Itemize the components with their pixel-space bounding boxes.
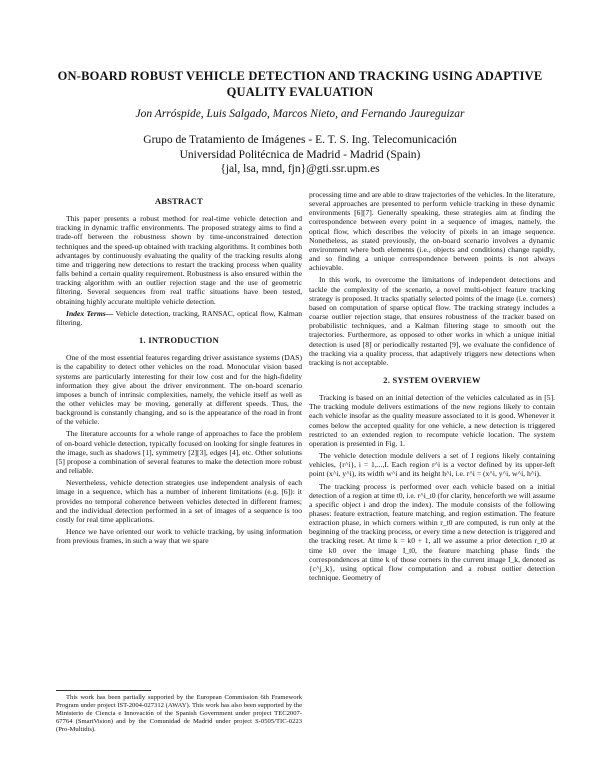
intro-paragraph-3: Nevertheless, vehicle detection strategies use independent analysis of each image in a sequence, which has a number of inherent limitations (e.g. [6]): it provides no temporal coherence between vehicles detected in different frames; and the individual detection performed in a set of images of a sequence is too costly for real time applications.: [56, 478, 302, 524]
section-2-heading: 2. SYSTEM OVERVIEW: [383, 375, 481, 385]
section-1-heading: 1. INTRODUCTION: [139, 336, 219, 346]
overview-paragraph-1: Tracking is based on an initial detection of the vehicles calculated as in [5]. The tracking module delivers estimations of the new regions likely to contain each vehicle insofar as the quality measure associated to it is good. Whenever it comes below the accepted quality for one vehicle, a new detection is triggered restricted to an extended region to recompute vehicle location. The system operation is presented in Fig. 1.: [309, 393, 555, 448]
intro-paragraph-4: Hence we have oriented our work to vehicle tracking, by using information from previous frames, in such a way that we spare: [56, 527, 302, 546]
index-terms-text: Vehicle detection, tracking, RANSAC, optical flow, Kalman filtering.: [56, 308, 302, 327]
footnote-text: This work has been partially supported by the European Commission 6th Framework Program under project IST-2004-027312 (AWAY). This work has also been supported by the Ministerio de Ciencia e Innovación of the Spanish Government under project TEC2007-67764 (SmartVision) and by the Comunidad de Madrid under project S-0505/TIC-0223 (Pro-Multidis).: [56, 694, 302, 733]
affiliation-line-3: {jal, lsa, mnd, fjn}@gti.ssr.upm.es: [220, 163, 380, 175]
title-line-1: ON-BOARD ROBUST VEHICLE DETECTION AND TRACKING USING ADAPTIVE: [57, 69, 543, 83]
overview-paragraph-3: The tracking process is performed over each vehicle based on a initial detection of a region at time t0, i.e. r^i_t0 (for clarity, henceforth we will assume a specific object i and drop the index). The module consists of the following phases: feature extraction, feature matching, and region estimation. The feature extraction phase, in which corners within r_t0 are computed, is run only at the beginning of the tracking process, or every time a new detection is triggered and the tracking reset. At time k = k0 + 1, all we assume a prior detection r_t0 at time k0 over the image I_t0, the feature matching phase finds the correspondences at time k of those corners in the current image I_k, denoted as {c^j_k}, using optical flow computation and a robust outlier detection technique. Geometry of: [309, 481, 555, 583]
abstract-heading: ABSTRACT: [154, 197, 203, 206]
affiliation-line-2: Universidad Politécnica de Madrid - Madrid (Spain): [179, 148, 421, 161]
intro-paragraph-2: The literature accounts for a whole range of approaches to face the problem of on-board vehicle detection, typically focused on looking for single features in the image, such as shadows [1], symmetry [2][3], edges [4], etc. Other solutions [5] propose a combination of several features to make the detection more robust and reliable.: [56, 429, 302, 476]
left-column: [56, 197, 302, 548]
authors: Jon Arróspide, Luis Salgado, Marcos Nieto, and Fernando Jaureguizar: [135, 108, 465, 120]
footnote-rule: [56, 690, 151, 691]
right-paragraph-2: In this work, to overcome the limitations of independent detections and tackle the complexity of the scenario, a novel multi-object feature tracking strategy is proposed. It tracks spatially selected points of the image (i.e. corners) based on computation of sparse optical flow. The tracking strategy includes a coarse outlier rejection stage, that ensures robustness of the tracker based on probabilistic techniques, and a Kalman filtering stage to smooth out the trajectories. Furthermore, as opposed to other works in which a unique initial detection is used [8] or periodically restarted [9], we evaluate the confidence of the tracking via a quality process, that adaptively triggers new detections when tracking is not acceptable.: [309, 275, 555, 367]
index-terms-label: Index Terms—: [66, 308, 114, 318]
footnote: [56, 690, 302, 734]
intro-paragraph-1: One of the most essential features regarding driver assistance systems (DAS) is the capability to detect other vehicles on the road. Monocular vision based systems are particularly interesting for their low cost and for the high-fidelity information they give about the driver environment. The on-board scenario imposes a bunch of intrinsic complexities, namely, the vehicle itself as well as the other vehicles may be moving, generally at different speeds. Thus, the background is constantly changing, and so is the appearance of the road in front of the vehicle.: [56, 353, 302, 427]
overview-paragraph-2: The vehicle detection module delivers a set of I regions likely containing vehicles, {r^i}, i = 1,...,I. Each region r^i is a vector defined by its upper-left point (x^i, y^i), its width w^i and its height h^i, i.e. r^i = (x^i, y^i, w^i, h^i).: [309, 451, 555, 479]
right-column: [309, 190, 555, 585]
abstract-text: This paper presents a robust method for real-time vehicle detection and tracking in dynamic traffic environments. The proposed strategy aims to find a trade-off between the robustness shown by time-unconstrained detection techniques and the speed-up obtained with tracking algorithms. It combines both advantages by continuously evaluating the quality of the tracking results along time and triggering new detections to restart the tracking process when quality falls behind a certain quality requirement. Robustness is also ensured within the tracking algorithm with an outlier rejection stage and the use of geometric filtering. Several sequences from real traffic situations have been tested, obtaining highly accurate multiple vehicle detection.: [56, 214, 302, 306]
affiliation: [40, 133, 560, 177]
affiliation-line-1: Grupo de Tratamiento de Imágenes - E. T. S. Ing. Telecomunicación: [143, 134, 457, 146]
paper-title: [40, 68, 560, 100]
right-paragraph-1: processing time and are able to draw trajectories of the vehicles. In the literature, several approaches are presented to perform vehicle tracking in these dynamic environments [6][7]. Generally speaking, these strategies aim at finding the correspondence between every point in a sequence of images, namely, the optical flow, which describes the velocity of pixels in an image sequence. Nonetheless, as stated previously, the on-board scenario involves a dynamic environment where both elements (i.e., objects and conditions) change rapidly, and so finding a unique correspondence between points is not always achievable.: [309, 190, 555, 273]
title-line-2: QUALITY EVALUATION: [226, 85, 374, 99]
index-terms: [56, 309, 302, 327]
